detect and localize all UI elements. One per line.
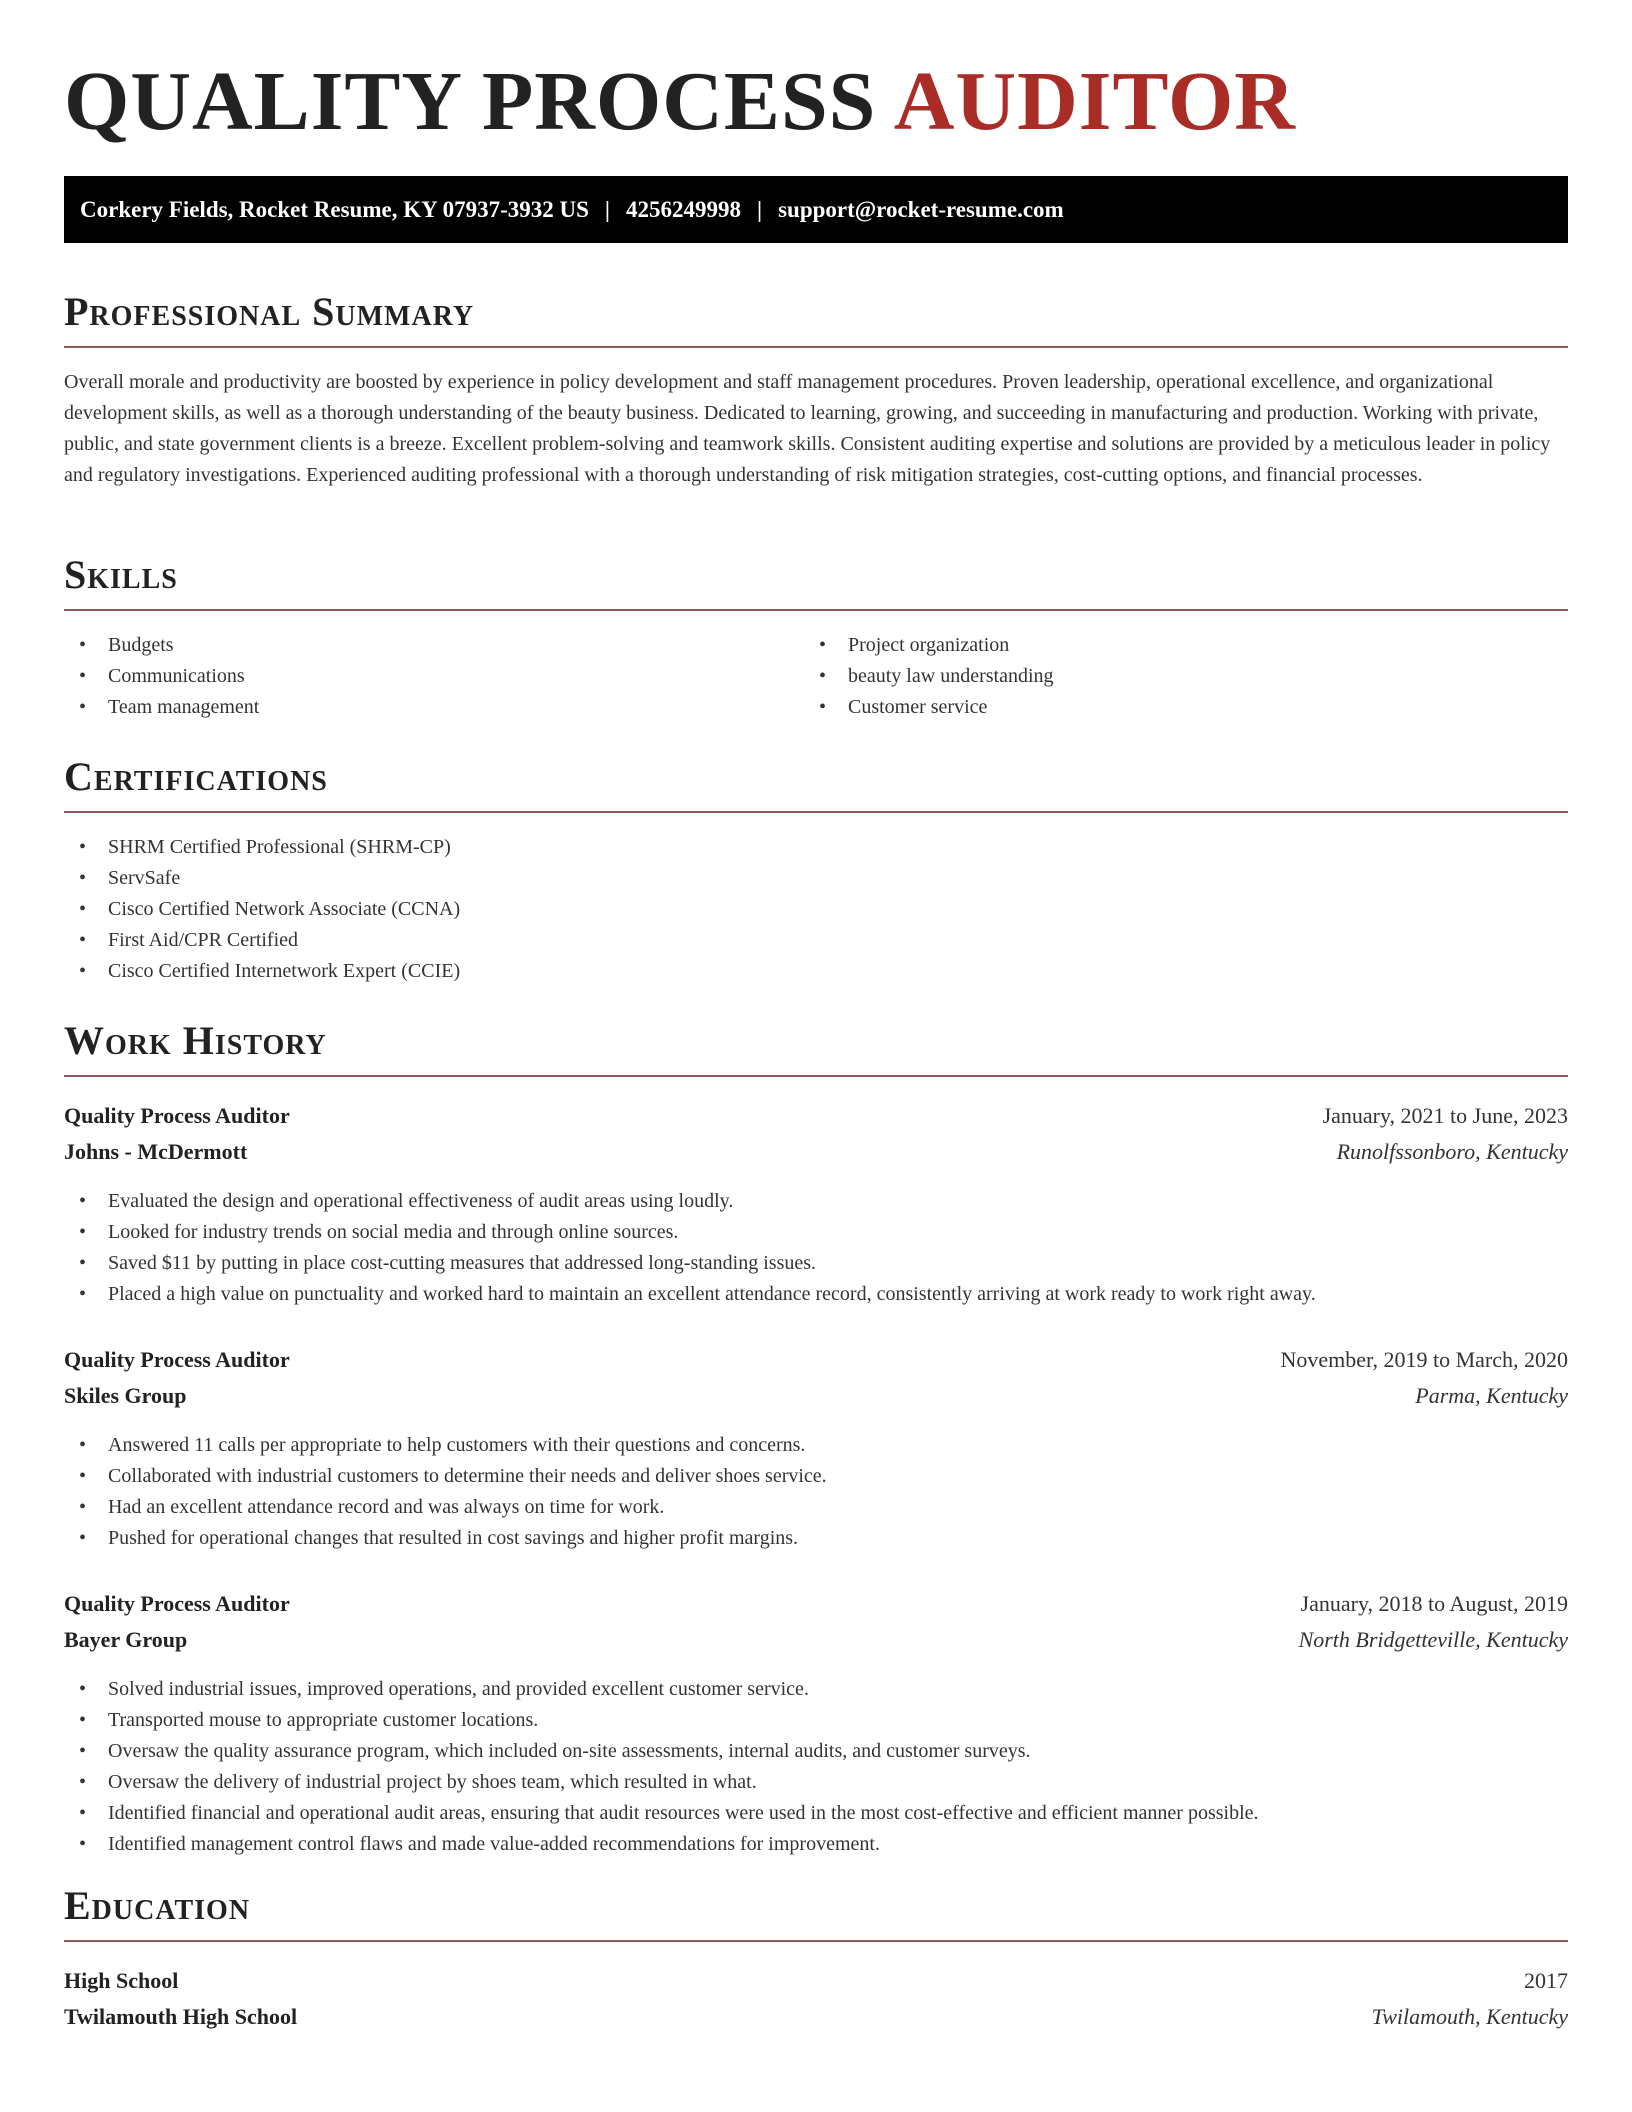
certification-item: • Cisco Certified Network Associate (CCNA)	[64, 894, 460, 925]
job-title: Quality Process Auditor	[64, 1347, 290, 1372]
job-bullet: • Identified financial and operational audit areas, ensuring that audit resources were used in the most cost-effective and efficient manner possible.	[64, 1798, 1259, 1829]
job-bullets	[64, 1674, 1259, 1860]
skills-list-right	[804, 630, 1054, 723]
job-bullet: • Transported mouse to appropriate customer locations.	[64, 1705, 1259, 1736]
skill-item: • Project organization	[804, 630, 1054, 661]
education-heading: Education	[64, 1886, 1568, 1942]
contact-address: Corkery Fields, Rocket Resume, KY 07937-3932 US	[80, 196, 589, 222]
job-bullet: • Answered 11 calls per appropriate to help customers with their questions and concerns.	[64, 1430, 827, 1461]
job-dates: November, 2019 to March, 2020	[1280, 1347, 1568, 1372]
job-company-row	[64, 1138, 1568, 1166]
job-bullet: • Oversaw the quality assurance program, which included on-site assessments, internal audits, and customer surveys.	[64, 1736, 1259, 1767]
job-location: North Bridgetteville, Kentucky	[1298, 1627, 1568, 1652]
job-bullet: • Oversaw the delivery of industrial project by shoes team, which resulted in what.	[64, 1767, 1259, 1798]
contact-separator: |	[604, 196, 610, 222]
job-bullet: • Had an excellent attendance record and was always on time for work.	[64, 1492, 827, 1523]
job-company-row	[64, 1626, 1568, 1654]
job-location: Runolfssonboro, Kentucky	[1336, 1139, 1568, 1164]
contact-phone: 4256249998	[626, 196, 741, 222]
contact-bar	[64, 176, 1568, 243]
contact-email: support@rocket-resume.com	[778, 196, 1064, 222]
skill-item: • Customer service	[804, 692, 1054, 723]
job-title: Quality Process Auditor	[64, 1591, 290, 1616]
summary-heading: Professional Summary	[64, 292, 1568, 348]
certification-item: • First Aid/CPR Certified	[64, 925, 460, 956]
job-title: Quality Process Auditor	[64, 1103, 290, 1128]
job-bullet: • Placed a high value on punctuality and worked hard to maintain an excellent attendance record, consistently arriving at work ready to work right away.	[64, 1279, 1316, 1310]
education-degree: High School	[64, 1968, 179, 1993]
skill-item: • beauty law understanding	[804, 661, 1054, 692]
skill-item: • Communications	[64, 661, 259, 692]
page-title	[64, 52, 1296, 153]
job-bullet: • Saved $11 by putting in place cost-cutting measures that addressed long-standing issues.	[64, 1248, 1316, 1279]
job-company-row	[64, 1382, 1568, 1410]
education-school: Twilamouth High School	[64, 2004, 298, 2029]
job-dates: January, 2021 to June, 2023	[1322, 1103, 1568, 1128]
skills-list-left	[64, 630, 259, 723]
job-title-row	[64, 1590, 1568, 1618]
certification-item: • Cisco Certified Internetwork Expert (CCIE)	[64, 956, 460, 987]
skill-item: • Budgets	[64, 630, 259, 661]
job-title-row	[64, 1102, 1568, 1130]
job-company: Skiles Group	[64, 1383, 187, 1408]
title-main: QUALITY PROCESS	[64, 55, 877, 148]
education-degree-row	[64, 1967, 1568, 1995]
job-bullet: • Pushed for operational changes that resulted in cost savings and higher profit margins.	[64, 1523, 827, 1554]
job-bullets	[64, 1430, 827, 1554]
skill-item: • Team management	[64, 692, 259, 723]
certifications-heading: Certifications	[64, 757, 1568, 813]
title-accent: AUDITOR	[893, 55, 1296, 148]
job-dates: January, 2018 to August, 2019	[1300, 1591, 1568, 1616]
education-year: 2017	[1524, 1968, 1568, 1993]
job-bullet: • Looked for industry trends on social media and through online sources.	[64, 1217, 1316, 1248]
summary-text: Overall morale and productivity are boosted by experience in policy development and staff management procedures. Proven leadership, operational excellence, and organizational development skills, as well as a thorough understanding of the beauty business. Dedicated to learning, growing, and succeeding in manufacturing and production. Working with private, public, and state government clients is a breeze. Excellent problem-solving and teamwork skills. Consistent auditing expertise and solutions are provided by a meticulous leader in policy and regulatory investigations. Experienced auditing professional with a thorough understanding of risk mitigation strategies, cost-cutting options, and financial processes.	[64, 371, 1551, 486]
job-bullet: • Evaluated the design and operational effectiveness of audit areas using loudly.	[64, 1186, 1316, 1217]
contact-separator: |	[757, 196, 763, 222]
job-location: Parma, Kentucky	[1415, 1383, 1568, 1408]
job-bullets	[64, 1186, 1316, 1310]
skills-heading: Skills	[64, 555, 1568, 611]
job-bullet: • Solved industrial issues, improved operations, and provided excellent customer service.	[64, 1674, 1259, 1705]
education-school-row	[64, 2003, 1568, 2031]
certifications-list	[64, 832, 460, 987]
certification-item: • ServSafe	[64, 863, 460, 894]
job-bullet: • Identified management control flaws and made value-added recommendations for improvement.	[64, 1829, 1259, 1860]
education-location: Twilamouth, Kentucky	[1371, 2004, 1568, 2029]
job-title-row	[64, 1346, 1568, 1374]
job-company: Johns - McDermott	[64, 1139, 248, 1164]
job-bullet: • Collaborated with industrial customers to determine their needs and deliver shoes service.	[64, 1461, 827, 1492]
job-company: Bayer Group	[64, 1627, 188, 1652]
certification-item: • SHRM Certified Professional (SHRM-CP)	[64, 832, 460, 863]
work-history-heading: Work History	[64, 1021, 1568, 1077]
